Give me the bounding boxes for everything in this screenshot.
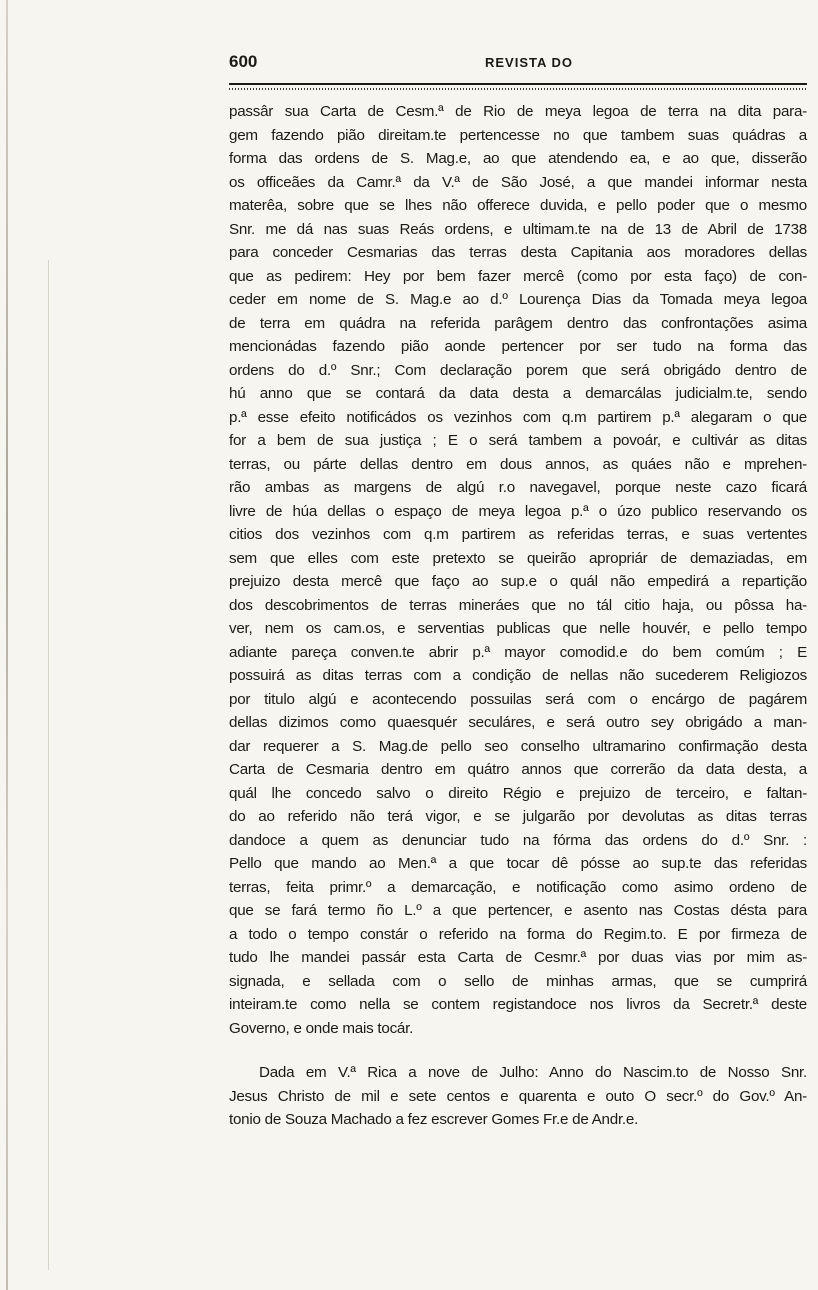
text-line: sem que elles com este pretexto se queirão apropriár de demaziadas, em: [229, 549, 807, 567]
text-line: dandoce a quem as denunciar tudo na fórma das ordens do d.º Snr. :: [229, 831, 807, 849]
paragraph-grant: [229, 100, 807, 1040]
text-line: gem fazendo pião direitam.te pertencesse no que tambem suas quádras a: [229, 126, 807, 144]
text-line: tudo lhe mandei passár esta Carta de Cesmr.ª por duas vias por mim as-: [229, 949, 807, 966]
text-line: tonio de Souza Machado a fez escrever Gomes Fr.e de Andr.e.: [229, 1111, 639, 1128]
text-line: que as pedirem: Hey por bem fazer mercê (como por esta faço) de con-: [229, 267, 807, 285]
text-line: livre de húa dellas o espaço de meya legoa p.ª o úzo publico reservando os: [229, 502, 807, 520]
text-line: adiante pareça conven.te abrir p.ª mayor comodid.e do bem comúm ; E: [229, 643, 807, 661]
text-line: os officeães da Camr.ª da V.ª de São José, a que mandei informar nesta: [229, 173, 807, 191]
text-line: materêa, sobre que se lhes não offerece duvida, e pello poder que o mesmo: [229, 197, 807, 214]
body-text: [229, 100, 807, 1132]
text-line: Governo, e onde mais tocár.: [229, 1019, 414, 1037]
text-line: prejuizo desta mercê que faço ao sup.e o quál não empedirá a repartição: [229, 573, 807, 590]
text-line: inteiram.te como nella se contem registandoce nos livros da Secretr.ª deste: [229, 996, 807, 1013]
scan-gutter-shadow: [48, 260, 49, 1270]
text-line: rão ambas as margens de algú r.o navegavel, porque neste cazo ficará: [229, 479, 807, 496]
text-line: dellas dizimos como quaesquér seculáres, e será outro sey obrigádo a man-: [229, 714, 807, 731]
text-line: por titulo algú e acontecendo possuilas será com o encárgo de pagárem: [229, 690, 807, 708]
text-line: do ao referido não terá vigor, e se julgarão por devolutas as ditas terras: [229, 808, 807, 825]
text-line: possuirá as ditas terras com a condição de nellas não sucederem Religiozos: [229, 667, 807, 684]
text-line: forma das ordens de S. Mag.e, ao que atendendo ea, e ao que, disserão: [229, 150, 807, 167]
page-number: 600: [229, 52, 258, 71]
text-line: Dada em V.ª Rica a nove de Julho: Anno do Nascim.to de Nosso Snr.: [259, 1064, 807, 1081]
text-line: a todo o tempo constár o referido na forma do Regim.to. E por firmeza de: [229, 925, 807, 943]
text-line: quál lhe concedo salvo o direito Régio e prejuizo de terceiro, e faltan-: [229, 784, 807, 802]
scan-gutter-line: [6, 0, 8, 1290]
text-line: Jesus Christo de mil e sete centos e quarenta e outo O secr.º do Gov.º An-: [229, 1087, 807, 1105]
text-line: Pello que mando ao Men.ª a que tocar dê pósse ao sup.te das referidas: [229, 855, 807, 872]
page-header: [229, 52, 807, 80]
header-rule: [229, 83, 807, 90]
text-line: passâr sua Carta de Cesm.ª de Rio de meya legoa de terra na dita para-: [229, 103, 807, 120]
text-line: signada, e sellada com o sello de minhas armas, que se cumprirá: [229, 972, 807, 990]
text-line: ver, nem os cam.os, e serventias publicas que nelle houvér, e pello tempo: [229, 620, 807, 637]
text-line: citios dos vezinhos com q.m partirem as referidas terras, e suas vertentes: [229, 526, 807, 543]
text-line: de terra em quádra na referida parâgem dentro das confrontações asima: [229, 314, 807, 332]
text-line: para conceder Cesmarias das terras desta Capitania aos moradores dellas: [229, 244, 807, 261]
text-line: p.ª esse efeito notificádos os vezinhos com q.m partirem p.ª alegaram o que: [229, 408, 807, 426]
text-line: for a bem de sua justiça ; E o será tambem a povoár, e cultivár as ditas: [229, 432, 807, 449]
text-line: ceder em nome de S. Mag.e ao d.º Lourença Dias da Tomada meya legoa: [229, 291, 807, 308]
text-line: hú anno que se contará da data desta a demarcálas judicialm.te, sendo: [229, 385, 807, 402]
text-line: dar requerer a S. Mag.de pello seo conselho ultramarino confirmação desta: [229, 737, 807, 755]
text-line: ordens do d.º Snr.; Com declaração porem que será obrigádo dentro de: [229, 361, 807, 379]
running-head: REVISTA DO: [485, 55, 574, 70]
text-line: Snr. me dá nas suas Reás ordens, e ultimam.te na de 13 de Abril de 1738: [229, 220, 807, 238]
text-line: que se fará termo ño L.º a que pertencer, e asento nas Costas désta para: [229, 902, 807, 919]
text-line: Carta de Cesmaria dentro em quátro annos que correrão da data desta, a: [229, 761, 807, 778]
text-line: terras, feita primr.º a demarcação, e notificação como asimo ordeno de: [229, 878, 807, 896]
text-line: dos descobrimentos de terras mineráes que no tál citio haja, ou pôssa ha-: [229, 596, 807, 614]
text-line: terras, ou párte dellas dentro em dous annos, as quáes não e mprehen-: [229, 455, 807, 473]
text-line: mencionádas fazendo pião aonde pertencer por ser tudo na forma das: [229, 338, 807, 355]
paragraph-dating: [229, 1061, 807, 1132]
